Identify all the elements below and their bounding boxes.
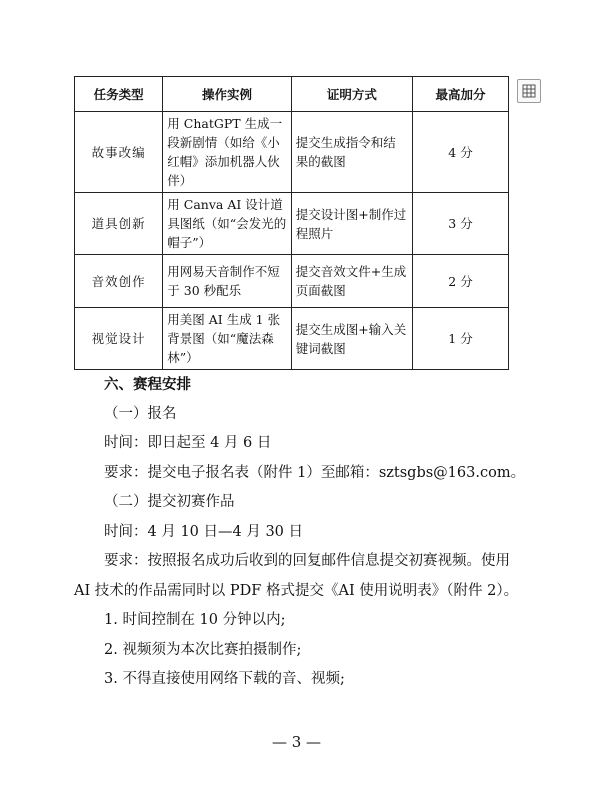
cell-score: 2 分 — [413, 255, 509, 308]
list-item: 1. 时间控制在 10 分钟以内; — [104, 612, 286, 628]
cell-task-type: 故事改编 — [75, 112, 163, 193]
header-task-type: 任务类型 — [75, 77, 163, 112]
subsection-registration: （一）报名 — [104, 405, 177, 422]
cell-example: 用 ChatGPT 生成一段新剧情（如给《小红帽》添加机器人伙伴） — [163, 112, 291, 193]
registration-requirement: 要求：提交电子报名表（附件 1）至邮箱：sztsgbs@163.com。 — [104, 464, 526, 481]
list-item: 3. 不得直接使用网络下载的音、视频; — [104, 671, 345, 687]
cell-task-type: 音效创作 — [75, 255, 163, 308]
cell-example: 用美图 AI 生成 1 张背景图（如“魔法森林”） — [163, 308, 291, 370]
registration-time: 时间：即日起至 4 月 6 日 — [104, 435, 272, 451]
table-row — [75, 193, 509, 255]
expand-table-icon-glyph — [522, 84, 536, 98]
expand-table-icon[interactable] — [517, 79, 541, 103]
cell-proof: 提交设计图+制作过程照片 — [291, 193, 412, 255]
cell-proof: 提交音效文件+生成页面截图 — [291, 255, 412, 308]
submission-requirement: 要求：按照报名成功后收到的回复邮件信息提交初赛视频。使用 AI 技术的作品需同时以 PDF 格式提交《AI 使用说明表》（附件 2）。 — [74, 553, 519, 599]
schedule-section — [74, 370, 526, 695]
table-row — [75, 255, 509, 308]
list-item: 2. 视频须为本次比赛拍摄制作; — [104, 641, 302, 658]
header-max-score: 最高加分 — [413, 77, 509, 112]
cell-score: 3 分 — [413, 193, 509, 255]
section-heading: 六、赛程安排 — [104, 376, 191, 393]
ai-task-score-table — [74, 76, 509, 370]
table-row — [75, 308, 509, 370]
subsection-submission: （二）提交初赛作品 — [104, 494, 235, 510]
table-row — [75, 112, 509, 193]
submission-time: 时间：4 月 10 日—4 月 30 日 — [104, 523, 304, 540]
header-proof: 证明方式 — [291, 77, 412, 112]
cell-proof: 提交生成指令和结果的截图 — [291, 112, 412, 193]
cell-example: 用 Canva AI 设计道具图纸（如“会发光的帽子”） — [163, 193, 291, 255]
cell-task-type: 道具创新 — [75, 193, 163, 255]
cell-example: 用网易天音制作不短于 30 秒配乐 — [163, 255, 291, 308]
cell-score: 1 分 — [413, 308, 509, 370]
cell-score: 4 分 — [413, 112, 509, 193]
header-example: 操作实例 — [163, 77, 291, 112]
page-number: — 3 — — [271, 733, 322, 751]
table-header-row — [75, 77, 509, 112]
cell-task-type: 视觉设计 — [75, 308, 163, 370]
cell-proof: 提交生成图+输入关键词截图 — [291, 308, 412, 370]
